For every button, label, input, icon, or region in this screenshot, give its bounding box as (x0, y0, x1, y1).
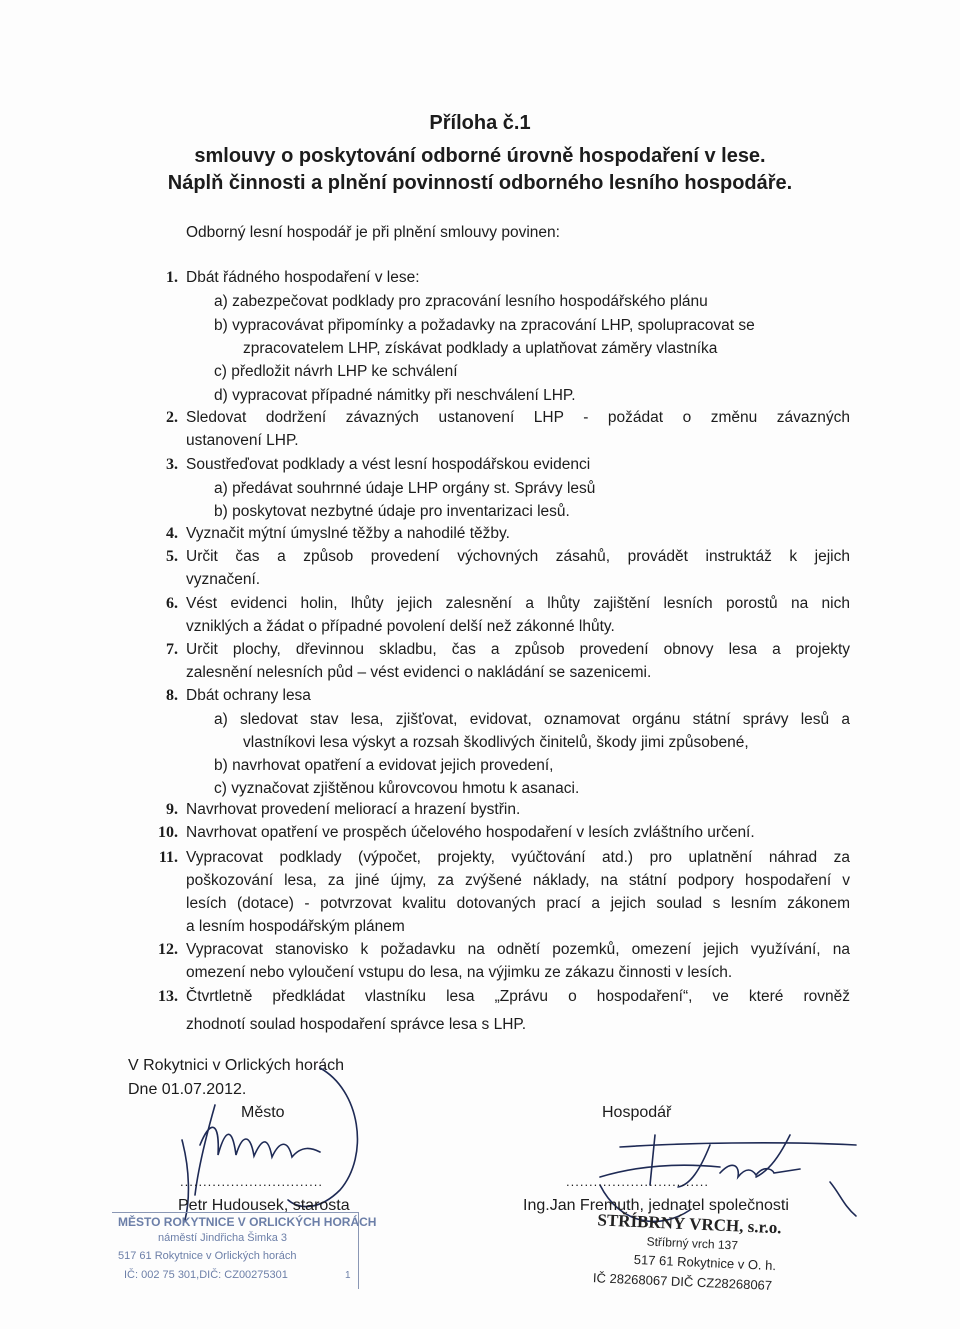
list-number: 1. (166, 269, 178, 286)
list-text: omezení nebo vyloučení vstupu do lesa, na výjimku ze zákazu činnosti v lesích. (186, 964, 733, 981)
place-text: V Rokytnici v Orlických horách (128, 1057, 345, 1074)
list-text: Vypracovat stanovisko k požadavku na odnětí pozemků, omezení jejich využívání, na (186, 941, 850, 958)
stamp-line: Stříbrný vrch 137 (646, 1234, 739, 1253)
sub-item: a) předávat souhrnné údaje LHP orgány st. Správy lesů (214, 480, 596, 497)
subtitle-scope: Náplň činnosti a plnění povinností odborného lesního hospodáře. (167, 172, 793, 194)
list-text: Vypracovat podklady (výpočet, projekty, vyúčtování atd.) pro uplatnění náhrad za (186, 849, 850, 866)
mayor-name: Petr Hudousek, starosta (178, 1197, 350, 1214)
sub-item: b) poskytovat nezbytné údaje pro inventarizaci lesů. (214, 503, 570, 520)
stamp-number: 1 (345, 1270, 351, 1281)
list-text: zalesnění nelesních půd – vést evidenci o nakládání se sazenicemi. (186, 664, 652, 681)
list-number: 13. (158, 988, 178, 1005)
list-text: Dbát řádného hospodaření v lese: (186, 269, 420, 286)
list-number: 11. (158, 849, 178, 866)
stamp-line: STŘÍBRNÝ VRCH, s.r.o. (597, 1210, 782, 1238)
sub-item: b) vypracovávat připomínky a požadavky na zpracování LHP, spolupracovat se (214, 317, 755, 334)
forester-name: Ing.Jan Fremuth, jednatel společnosti (523, 1197, 789, 1214)
stamp-line: IČ 28268067 DIČ CZ28268067 (592, 1270, 773, 1293)
list-text: Vyznačit mýtní úmyslné těžby a nahodilé těžby. (186, 525, 510, 542)
list-number: 4. (166, 525, 178, 542)
sub-item: b) navrhovat opatření a evidovat jejich provedení, (214, 757, 554, 774)
list-number: 3. (166, 456, 178, 473)
subtitle-contract: smlouvy o poskytování odborné úrovně hospodaření v lese. (194, 145, 766, 167)
city-label: Město (241, 1104, 285, 1121)
stamp-line: 517 61 Rokytnice v Orlických horách (118, 1250, 297, 1262)
list-number: 5. (166, 548, 178, 565)
bracket-mark (820, 1180, 870, 1220)
list-text: Sledovat dodržení závazných ustanovení LHP - požádat o změnu závazných (186, 409, 850, 426)
list-text: Vést evidenci holin, lhůty jejich zalesnění a lhůty zajištění lesních porostů na nich (186, 595, 850, 612)
page-title: Příloha č.1 (429, 112, 531, 134)
sub-item-cont: vlastníkovi lesa výskyt a rozsah škodlivých činitelů, škody jimi způsobené, (243, 734, 749, 751)
date-text: Dne 01.07.2012. (128, 1081, 247, 1098)
list-text: vyznačení. (186, 571, 261, 588)
list-number: 9. (166, 801, 178, 818)
list-number: 12. (158, 941, 178, 958)
list-text: Navrhovat provedení meliorací a hrazení bystřin. (186, 801, 521, 818)
intro-text: Odborný lesní hospodář je při plnění smlouvy povinen: (186, 224, 560, 241)
stamp-line: náměstí Jindřicha Šimka 3 (158, 1232, 287, 1244)
forester-label: Hospodář (602, 1104, 672, 1121)
mayor-dots: ............................... (180, 1174, 323, 1189)
list-text: poškozování lesa, za jiné újmy, za zvýšené náklady, na státní podpory hospodaření v (186, 872, 850, 889)
sub-item: c) vyznačovat zjištěnou kůrovcovou hmotu k asanaci. (214, 780, 580, 797)
sub-item: d) vypracovat případné námitky při neschválení LHP. (214, 387, 576, 404)
list-number: 8. (166, 687, 178, 704)
list-text: Čtvrtletně předkládat vlastníku lesa „Zprávu o hospodaření“, ve které rovněž (186, 988, 850, 1005)
list-text: Soustřeďovat podklady a vést lesní hospodářskou evidenci (186, 456, 591, 473)
list-text: Určit čas a způsob provedení výchovných zásahů, provádět instruktáž k jejich (186, 548, 850, 565)
list-number: 6. (166, 595, 178, 612)
list-text: lesích (dotace) - potvrzovat kvalitu dotovaných prací a jejich soulad s lesním zákonem (186, 895, 850, 912)
stamp-line: 517 61 Rokytnice v O. h. (633, 1251, 777, 1274)
list-number: 10. (158, 824, 178, 841)
list-text: ustanovení LHP. (186, 432, 299, 449)
city-stamp (112, 1212, 377, 1289)
list-text: Navrhovat opatření ve prospěch účelového hospodaření v lesích zvláštního určení. (186, 824, 755, 841)
sub-item: c) předložit návrh LHP ke schválení (214, 363, 458, 380)
sub-item: a) sledovat stav lesa, zjišťovat, evidovat, oznamovat orgánu státní správy lesů a (214, 711, 850, 728)
stamp-line: MĚSTO ROKYTNICE V ORLICKÝCH HORÁCH (118, 1215, 377, 1229)
list-number: 2. (166, 409, 178, 426)
list-text: Určit plochy, dřevinnou skladbu, čas a způsob provedení obnovy lesa a projekty (186, 641, 850, 658)
list-text: a lesním hospodářským plánem (186, 918, 405, 935)
sub-item: a) zabezpečovat podklady pro zpracování lesního hospodářského plánu (214, 293, 708, 310)
list-text: zhodnotí soulad hospodaření správce lesa s LHP. (186, 1016, 527, 1033)
list-text: Dbát ochrany lesa (186, 687, 311, 704)
sub-item-cont: zpracovatelem LHP, získávat podklady a uplatňovat záměry vlastníka (243, 340, 718, 357)
stamp-line: IČ: 002 75 301,DIČ: CZ00275301 (124, 1269, 288, 1281)
company-stamp (592, 1210, 815, 1304)
list-number: 7. (166, 641, 178, 658)
list-text: vzniklých a žádat o případné povolení delší než zákonné lhůty. (186, 618, 615, 635)
forester-dots: ............................... (566, 1174, 709, 1189)
